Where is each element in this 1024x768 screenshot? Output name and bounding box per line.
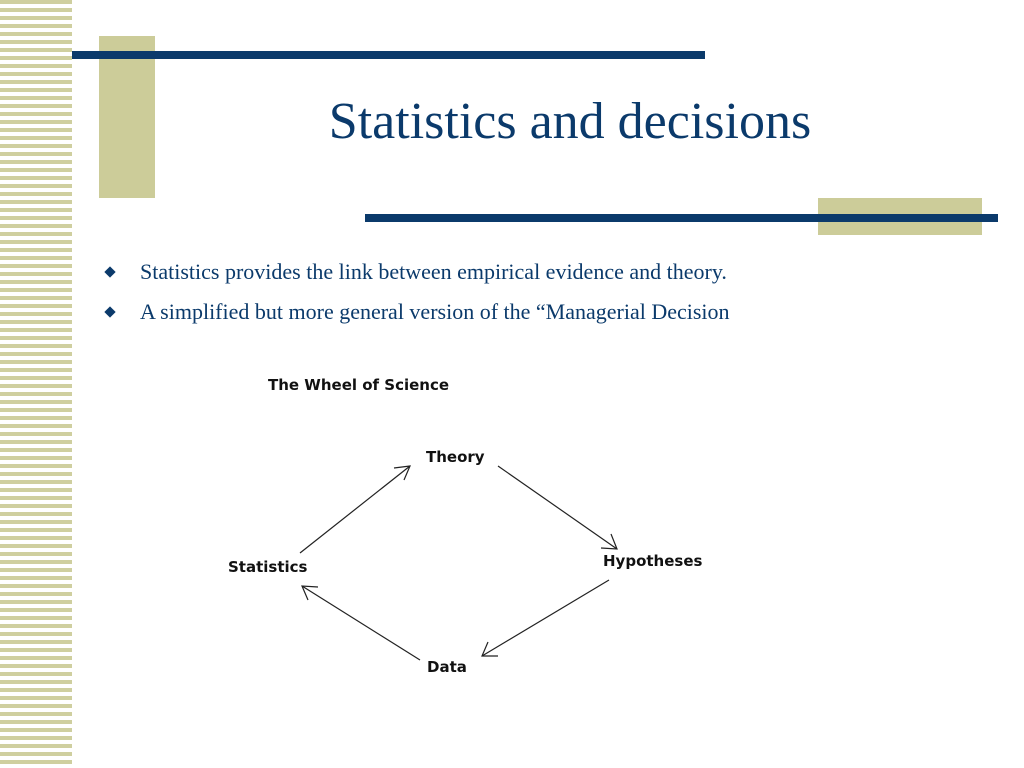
node-theory: Theory (426, 448, 485, 466)
diamond-bullet-icon (104, 306, 115, 317)
diagram-arrows (220, 366, 720, 686)
bullet-item (104, 256, 1004, 296)
bullet-list (104, 256, 1004, 336)
node-data: Data (427, 658, 467, 676)
bullet-item (104, 296, 1004, 336)
striped-border (0, 0, 72, 768)
slide-title: Statistics and decisions (328, 93, 812, 150)
arrow-theory-to-hypotheses (498, 466, 617, 549)
arrow-data-to-statistics (302, 586, 420, 660)
diamond-bullet-icon (104, 266, 115, 277)
node-hypotheses: Hypotheses (603, 552, 703, 570)
accent-block-left (99, 36, 155, 198)
arrow-hypotheses-to-data (482, 580, 609, 656)
node-statistics: Statistics (228, 558, 308, 576)
title-rule-bottom (365, 214, 998, 222)
title-rule-top (72, 51, 705, 59)
wheel-of-science-diagram (220, 366, 720, 686)
bullet-text: Statistics provides the link between empirical evidence and theory. (140, 259, 727, 284)
bullet-text: A simplified but more general version of the “Managerial Decision (140, 299, 730, 324)
arrow-statistics-to-theory (300, 466, 410, 553)
diagram-heading: The Wheel of Science (268, 376, 450, 394)
